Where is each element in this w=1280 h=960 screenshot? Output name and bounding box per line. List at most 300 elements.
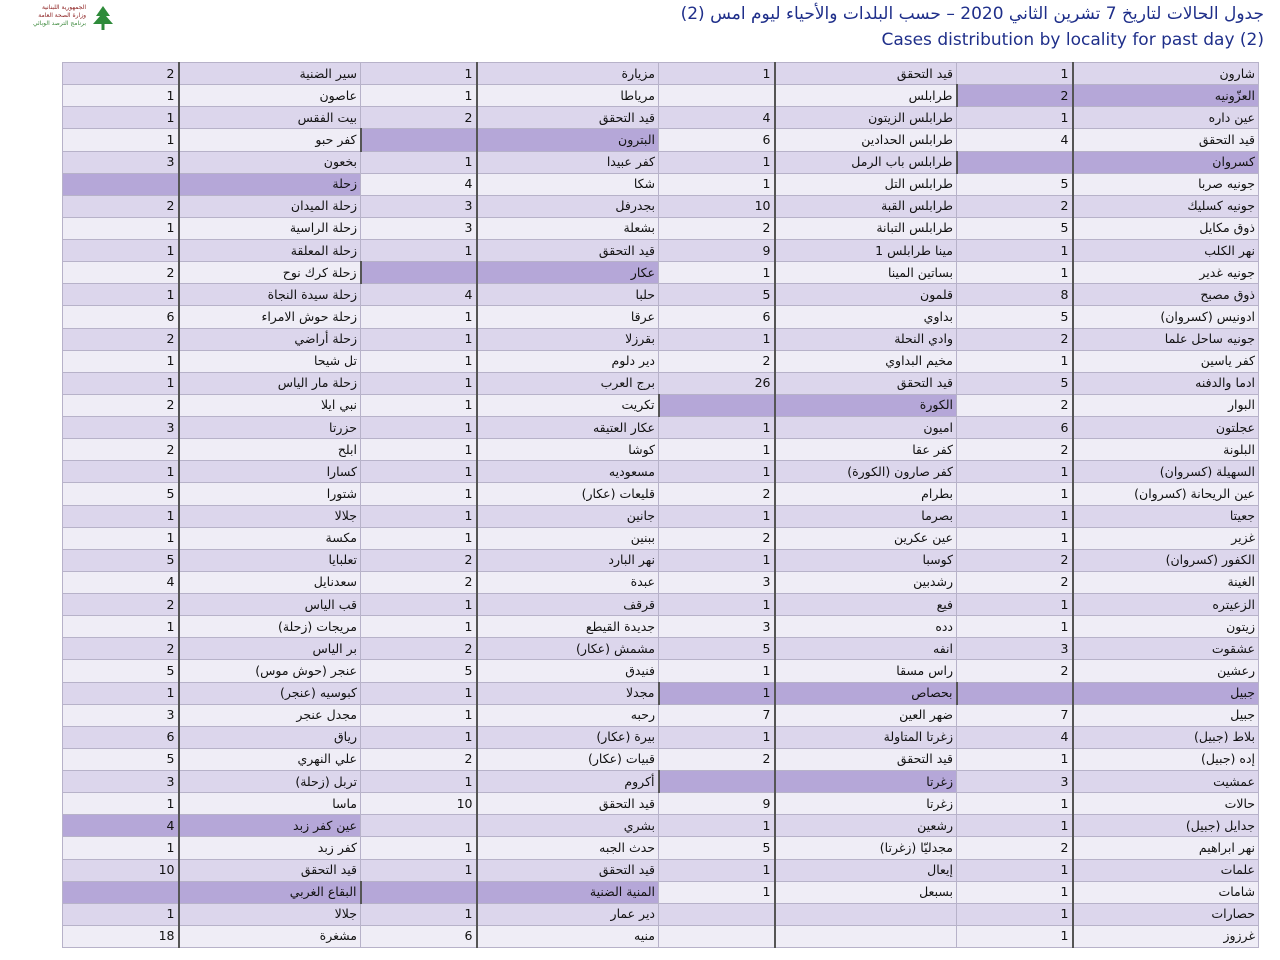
table-row bbox=[63, 107, 1259, 129]
region-header-cell: كسروان bbox=[1073, 151, 1259, 173]
locality-name-cell: عاصون bbox=[179, 85, 361, 107]
case-count-cell: 1 bbox=[361, 903, 477, 925]
case-count-cell: 1 bbox=[957, 527, 1073, 549]
table-row bbox=[63, 925, 1259, 947]
case-count-cell: 2 bbox=[63, 594, 179, 616]
case-count-cell: 1 bbox=[361, 240, 477, 262]
case-count-cell: 2 bbox=[659, 748, 775, 770]
case-count-cell bbox=[659, 394, 775, 416]
case-count-cell bbox=[63, 881, 179, 903]
case-count-cell: 1 bbox=[361, 594, 477, 616]
case-count-cell: 2 bbox=[957, 660, 1073, 682]
locality-name-cell: كوشا bbox=[477, 439, 659, 461]
case-count-cell: 2 bbox=[659, 483, 775, 505]
case-count-cell: 1 bbox=[63, 217, 179, 239]
case-count-cell bbox=[957, 151, 1073, 173]
locality-name-cell: نهر الكلب bbox=[1073, 240, 1259, 262]
locality-name-cell: مزيارة bbox=[477, 63, 659, 85]
case-count-cell bbox=[361, 262, 477, 284]
locality-name-cell: رعشين bbox=[1073, 660, 1259, 682]
locality-name-cell: انفه bbox=[775, 638, 957, 660]
case-count-cell bbox=[63, 173, 179, 195]
org-line-1: الجمهورية اللبنانية bbox=[41, 4, 86, 11]
table-row bbox=[63, 726, 1259, 748]
case-count-cell: 8 bbox=[957, 284, 1073, 306]
locality-name-cell: رشعين bbox=[775, 815, 957, 837]
case-count-cell: 1 bbox=[659, 439, 775, 461]
case-count-cell: 2 bbox=[957, 571, 1073, 593]
case-count-cell: 2 bbox=[361, 638, 477, 660]
locality-name-cell: قيد التحقق bbox=[775, 372, 957, 394]
case-count-cell: 1 bbox=[63, 616, 179, 638]
table-row bbox=[63, 439, 1259, 461]
table-row bbox=[63, 195, 1259, 217]
case-count-cell: 2 bbox=[957, 328, 1073, 350]
case-count-cell: 5 bbox=[957, 306, 1073, 328]
case-count-cell bbox=[659, 771, 775, 793]
locality-name-cell: جعيتا bbox=[1073, 505, 1259, 527]
case-count-cell: 9 bbox=[659, 793, 775, 815]
locality-name-cell: حزرتا bbox=[179, 417, 361, 439]
locality-name-cell: قليعات (عكار) bbox=[477, 483, 659, 505]
case-count-cell: 5 bbox=[659, 284, 775, 306]
locality-name-cell: ادونيس (كسروان) bbox=[1073, 306, 1259, 328]
case-count-cell: 6 bbox=[957, 417, 1073, 439]
case-count-cell: 1 bbox=[361, 394, 477, 416]
locality-name-cell: مرياطا bbox=[477, 85, 659, 107]
org-line-2: وزارة الصحة العامة bbox=[38, 12, 86, 19]
locality-name-cell: البلونة bbox=[1073, 439, 1259, 461]
locality-name-cell: زحلة مار الياس bbox=[179, 372, 361, 394]
case-count-cell: 1 bbox=[63, 682, 179, 704]
locality-name-cell: قبيات (عكار) bbox=[477, 748, 659, 770]
locality-name-cell: زحلة سيدة النجاة bbox=[179, 284, 361, 306]
locality-name-cell: كسارا bbox=[179, 461, 361, 483]
locality-name-cell: مخيم البداوي bbox=[775, 350, 957, 372]
case-count-cell: 1 bbox=[361, 483, 477, 505]
locality-name-cell: وادي النحلة bbox=[775, 328, 957, 350]
case-count-cell: 1 bbox=[361, 461, 477, 483]
locality-name-cell: طرابلس bbox=[775, 85, 957, 107]
locality-name-cell: مشمش (عكار) bbox=[477, 638, 659, 660]
case-count-cell: 1 bbox=[957, 881, 1073, 903]
locality-name-cell: زحلة الميدان bbox=[179, 195, 361, 217]
case-count-cell: 1 bbox=[957, 461, 1073, 483]
locality-name-cell: جانين bbox=[477, 505, 659, 527]
case-count-cell: 2 bbox=[361, 748, 477, 770]
locality-name-cell: ذوق مكايل bbox=[1073, 217, 1259, 239]
table-row bbox=[63, 748, 1259, 770]
case-count-cell: 5 bbox=[63, 660, 179, 682]
locality-name-cell: دده bbox=[775, 616, 957, 638]
locality-name-cell: عنجر (حوش موس) bbox=[179, 660, 361, 682]
locality-name-cell: بيت الفقس bbox=[179, 107, 361, 129]
case-count-cell: 2 bbox=[957, 394, 1073, 416]
table-row bbox=[63, 549, 1259, 571]
locality-name-cell: تعلبايا bbox=[179, 549, 361, 571]
locality-name-cell: بر الياس bbox=[179, 638, 361, 660]
case-count-cell: 6 bbox=[63, 306, 179, 328]
locality-name-cell: ذوق مصبح bbox=[1073, 284, 1259, 306]
table-row bbox=[63, 483, 1259, 505]
case-count-cell: 1 bbox=[957, 262, 1073, 284]
case-count-cell: 1 bbox=[659, 417, 775, 439]
table-row bbox=[63, 151, 1259, 173]
case-count-cell: 1 bbox=[361, 63, 477, 85]
case-count-cell bbox=[361, 815, 477, 837]
locality-name-cell: مريجات (زحلة) bbox=[179, 616, 361, 638]
table-row bbox=[63, 350, 1259, 372]
locality-name-cell: طرابلس باب الرمل bbox=[775, 151, 957, 173]
locality-name-cell: شارون bbox=[1073, 63, 1259, 85]
case-count-cell: 1 bbox=[957, 859, 1073, 881]
locality-name-cell: عمشيت bbox=[1073, 771, 1259, 793]
table-row bbox=[63, 881, 1259, 903]
case-count-cell: 1 bbox=[361, 704, 477, 726]
locality-name-cell: السهيلة (كسروان) bbox=[1073, 461, 1259, 483]
case-count-cell: 3 bbox=[63, 771, 179, 793]
case-count-cell bbox=[659, 85, 775, 107]
locality-name-cell: نهر ابراهيم bbox=[1073, 837, 1259, 859]
locality-name-cell: فيع bbox=[775, 594, 957, 616]
case-count-cell: 4 bbox=[361, 284, 477, 306]
title-arabic: جدول الحالات لتاريخ 7 تشرين الثاني 2020 – حسب البلدات والأحياء ليوم امس (2) bbox=[680, 4, 1264, 24]
locality-name-cell: قيد التحقق bbox=[477, 793, 659, 815]
case-count-cell: 1 bbox=[659, 151, 775, 173]
locality-name-cell: زيتون bbox=[1073, 616, 1259, 638]
locality-name-cell: جونيه ساحل علما bbox=[1073, 328, 1259, 350]
case-count-cell: 2 bbox=[63, 63, 179, 85]
locality-name-cell: ادما والدفنه bbox=[1073, 372, 1259, 394]
locality-name-cell: كفر ياسين bbox=[1073, 350, 1259, 372]
locality-name-cell: طرابلس القبة bbox=[775, 195, 957, 217]
locality-name-cell: قب الياس bbox=[179, 594, 361, 616]
locality-name-cell: نهر البارد bbox=[477, 549, 659, 571]
region-header-cell: العزّونيه bbox=[1073, 85, 1259, 107]
locality-name-cell: سير الضنية bbox=[179, 63, 361, 85]
case-count-cell: 5 bbox=[957, 372, 1073, 394]
region-header-cell: عين كفر زبد bbox=[179, 815, 361, 837]
table-row bbox=[63, 63, 1259, 85]
locality-name-cell: بسبعل bbox=[775, 881, 957, 903]
case-count-cell: 1 bbox=[361, 837, 477, 859]
region-header-cell: زحلة bbox=[179, 173, 361, 195]
case-count-cell: 2 bbox=[63, 195, 179, 217]
locality-name-cell: علي النهري bbox=[179, 748, 361, 770]
table-row bbox=[63, 660, 1259, 682]
org-line-3: برنامج الترصد الوبائي bbox=[32, 20, 86, 27]
table-row bbox=[63, 306, 1259, 328]
locality-name-cell: دير دلوم bbox=[477, 350, 659, 372]
case-count-cell: 2 bbox=[63, 439, 179, 461]
table-row bbox=[63, 394, 1259, 416]
case-count-cell: 5 bbox=[957, 173, 1073, 195]
locality-name-cell: رياق bbox=[179, 726, 361, 748]
locality-name-cell: علمات bbox=[1073, 859, 1259, 881]
case-count-cell: 10 bbox=[659, 195, 775, 217]
case-count-cell: 2 bbox=[957, 549, 1073, 571]
case-count-cell: 2 bbox=[957, 837, 1073, 859]
table-row bbox=[63, 571, 1259, 593]
locality-name-cell: كفر عقا bbox=[775, 439, 957, 461]
locality-name-cell: زحلة حوش الامراء bbox=[179, 306, 361, 328]
locality-name-cell: زحلة المعلقة bbox=[179, 240, 361, 262]
locality-name-cell: طرابلس التبانة bbox=[775, 217, 957, 239]
case-count-cell: 1 bbox=[63, 505, 179, 527]
case-count-cell: 1 bbox=[957, 815, 1073, 837]
locality-name-cell: كفر صارون (الكورة) bbox=[775, 461, 957, 483]
locality-name-cell: جديدة القيطع bbox=[477, 616, 659, 638]
case-count-cell: 4 bbox=[63, 815, 179, 837]
case-count-cell: 2 bbox=[361, 107, 477, 129]
case-count-cell: 3 bbox=[957, 771, 1073, 793]
case-count-cell: 1 bbox=[63, 129, 179, 151]
case-count-cell: 1 bbox=[659, 594, 775, 616]
locality-name-cell: البوار bbox=[1073, 394, 1259, 416]
case-count-cell: 1 bbox=[659, 63, 775, 85]
locality-name-cell: مسعوديه bbox=[477, 461, 659, 483]
region-header-cell: البترون bbox=[477, 129, 659, 151]
locality-name-cell: زحلة كرك نوح bbox=[179, 262, 361, 284]
case-count-cell: 1 bbox=[63, 107, 179, 129]
region-header-cell: بحصاص bbox=[775, 682, 957, 704]
locality-name-cell: كفر زبد bbox=[179, 837, 361, 859]
locality-name-cell: دير عمار bbox=[477, 903, 659, 925]
case-count-cell: 1 bbox=[361, 328, 477, 350]
case-count-cell: 3 bbox=[659, 571, 775, 593]
locality-name-cell: عجلتون bbox=[1073, 417, 1259, 439]
locality-name-cell: ابلح bbox=[179, 439, 361, 461]
locality-name-cell: بلاط (جبيل) bbox=[1073, 726, 1259, 748]
locality-name-cell: طرابلس الحدادين bbox=[775, 129, 957, 151]
locality-name-cell: زحلة الراسية bbox=[179, 217, 361, 239]
locality-name-cell: بطرام bbox=[775, 483, 957, 505]
table-row bbox=[63, 262, 1259, 284]
locality-name-cell: حصارات bbox=[1073, 903, 1259, 925]
table-row bbox=[63, 704, 1259, 726]
locality-name-cell: بصرما bbox=[775, 505, 957, 527]
case-count-cell: 1 bbox=[63, 240, 179, 262]
region-header-cell: زغرتا bbox=[775, 771, 957, 793]
table-row bbox=[63, 173, 1259, 195]
locality-name-cell: رحبه bbox=[477, 704, 659, 726]
case-count-cell: 1 bbox=[659, 881, 775, 903]
case-count-cell: 3 bbox=[63, 151, 179, 173]
table-row bbox=[63, 372, 1259, 394]
case-count-cell bbox=[659, 925, 775, 947]
locality-name-cell: قيد التحقق bbox=[477, 859, 659, 881]
locality-name-cell: الغينة bbox=[1073, 571, 1259, 593]
locality-name-cell: كفر حبو bbox=[179, 129, 361, 151]
case-count-cell: 1 bbox=[361, 682, 477, 704]
case-count-cell: 5 bbox=[63, 483, 179, 505]
case-count-cell: 5 bbox=[63, 549, 179, 571]
locality-name-cell: عين عكرين bbox=[775, 527, 957, 549]
table-row bbox=[63, 284, 1259, 306]
case-count-cell: 1 bbox=[659, 173, 775, 195]
case-count-cell: 1 bbox=[63, 85, 179, 107]
case-count-cell: 1 bbox=[957, 793, 1073, 815]
case-count-cell: 2 bbox=[361, 549, 477, 571]
locality-name-cell: شتورا bbox=[179, 483, 361, 505]
case-count-cell: 10 bbox=[63, 859, 179, 881]
table-row bbox=[63, 217, 1259, 239]
case-count-cell: 9 bbox=[659, 240, 775, 262]
case-count-cell: 6 bbox=[659, 129, 775, 151]
case-count-cell: 1 bbox=[659, 815, 775, 837]
locality-name-cell: جبيل bbox=[1073, 704, 1259, 726]
locality-name-cell: قيد التحقق bbox=[477, 240, 659, 262]
case-count-cell: 1 bbox=[63, 461, 179, 483]
locality-name-cell: تل شيحا bbox=[179, 350, 361, 372]
locality-name-cell: كفر عبيدا bbox=[477, 151, 659, 173]
case-count-cell: 2 bbox=[659, 527, 775, 549]
case-count-cell: 1 bbox=[63, 837, 179, 859]
case-count-cell: 6 bbox=[361, 925, 477, 947]
locality-name-cell: مجدليّا (زغرتا) bbox=[775, 837, 957, 859]
case-count-cell: 4 bbox=[63, 571, 179, 593]
table-row bbox=[63, 505, 1259, 527]
locality-name-cell: ماسا bbox=[179, 793, 361, 815]
case-count-cell: 1 bbox=[957, 63, 1073, 85]
case-count-cell: 1 bbox=[63, 793, 179, 815]
case-count-cell: 1 bbox=[659, 660, 775, 682]
table-row bbox=[63, 859, 1259, 881]
case-count-cell: 1 bbox=[957, 350, 1073, 372]
case-count-cell: 2 bbox=[957, 85, 1073, 107]
case-count-cell: 1 bbox=[957, 616, 1073, 638]
case-count-cell: 1 bbox=[957, 505, 1073, 527]
region-header-cell: البقاع الغربي bbox=[179, 881, 361, 903]
locality-name-cell: تكريت bbox=[477, 394, 659, 416]
locality-name-cell: زحلة أراضي bbox=[179, 328, 361, 350]
case-count-cell bbox=[361, 881, 477, 903]
locality-name-cell: مجدل عنجر bbox=[179, 704, 361, 726]
locality-name-cell: جونيه غدير bbox=[1073, 262, 1259, 284]
locality-name-cell: بجدرفل bbox=[477, 195, 659, 217]
table-row bbox=[63, 682, 1259, 704]
cedar-icon bbox=[88, 4, 118, 34]
locality-name-cell: بقرزلا bbox=[477, 328, 659, 350]
case-count-cell: 4 bbox=[659, 107, 775, 129]
locality-name-cell: حلبا bbox=[477, 284, 659, 306]
region-header-cell: المنية الضنية bbox=[477, 881, 659, 903]
locality-name-cell: مينا طرابلس 1 bbox=[775, 240, 957, 262]
locality-name-cell: قيد التحقق bbox=[179, 859, 361, 881]
table-row bbox=[63, 417, 1259, 439]
case-count-cell: 3 bbox=[361, 195, 477, 217]
case-count-cell bbox=[957, 682, 1073, 704]
case-count-cell: 2 bbox=[63, 638, 179, 660]
case-count-cell: 1 bbox=[361, 151, 477, 173]
case-count-cell: 5 bbox=[361, 660, 477, 682]
case-count-cell: 2 bbox=[659, 217, 775, 239]
locality-name-cell: إيعال bbox=[775, 859, 957, 881]
case-count-cell: 1 bbox=[361, 527, 477, 549]
locality-name-cell: مكسة bbox=[179, 527, 361, 549]
case-count-cell: 1 bbox=[957, 594, 1073, 616]
table-row bbox=[63, 85, 1259, 107]
case-count-cell: 4 bbox=[361, 173, 477, 195]
case-count-cell: 1 bbox=[361, 771, 477, 793]
case-count-cell: 2 bbox=[63, 328, 179, 350]
locality-name-cell: نبي ايلا bbox=[179, 394, 361, 416]
case-count-cell: 1 bbox=[63, 350, 179, 372]
case-count-cell: 2 bbox=[361, 571, 477, 593]
locality-name-cell: الكفور (كسروان) bbox=[1073, 549, 1259, 571]
locality-name-cell: بشعلة bbox=[477, 217, 659, 239]
case-count-cell: 1 bbox=[63, 527, 179, 549]
case-count-cell: 1 bbox=[957, 748, 1073, 770]
case-count-cell: 7 bbox=[957, 704, 1073, 726]
table-row bbox=[63, 240, 1259, 262]
table-row bbox=[63, 616, 1259, 638]
locality-name-cell: قلمون bbox=[775, 284, 957, 306]
case-count-cell: 1 bbox=[361, 417, 477, 439]
locality-name-cell: بساتين المينا bbox=[775, 262, 957, 284]
case-count-cell: 1 bbox=[361, 439, 477, 461]
case-count-cell: 1 bbox=[63, 372, 179, 394]
case-count-cell: 1 bbox=[957, 240, 1073, 262]
locality-name-cell: تربل (زحلة) bbox=[179, 771, 361, 793]
case-count-cell: 5 bbox=[659, 638, 775, 660]
case-count-cell: 5 bbox=[63, 748, 179, 770]
case-count-cell: 1 bbox=[659, 505, 775, 527]
case-count-cell: 1 bbox=[659, 682, 775, 704]
locality-name-cell: كوسبا bbox=[775, 549, 957, 571]
locality-name-cell: بيرة (عكار) bbox=[477, 726, 659, 748]
table-row bbox=[63, 638, 1259, 660]
locality-name-cell: عين الريحانة (كسروان) bbox=[1073, 483, 1259, 505]
locality-name-cell: عكار العتيقه bbox=[477, 417, 659, 439]
locality-name-cell: قيد التحقق bbox=[477, 107, 659, 129]
case-count-cell bbox=[361, 129, 477, 151]
table-row bbox=[63, 903, 1259, 925]
locality-name-cell: قيد التحقق bbox=[1073, 129, 1259, 151]
case-count-cell: 3 bbox=[63, 417, 179, 439]
case-count-cell: 1 bbox=[361, 616, 477, 638]
case-count-cell: 1 bbox=[957, 107, 1073, 129]
locality-name-cell: منيه bbox=[477, 925, 659, 947]
table-row bbox=[63, 793, 1259, 815]
locality-name-cell: جونيه صربا bbox=[1073, 173, 1259, 195]
case-count-cell: 1 bbox=[361, 505, 477, 527]
locality-name-cell bbox=[775, 903, 957, 925]
case-count-cell: 1 bbox=[63, 903, 179, 925]
table-row bbox=[63, 527, 1259, 549]
region-header-cell: عكار bbox=[477, 262, 659, 284]
locality-name-cell: سعدنايل bbox=[179, 571, 361, 593]
locality-name-cell: زغرتا bbox=[775, 793, 957, 815]
case-count-cell: 1 bbox=[659, 328, 775, 350]
table-row bbox=[63, 129, 1259, 151]
locality-name-cell: عشقوت bbox=[1073, 638, 1259, 660]
case-count-cell: 2 bbox=[63, 394, 179, 416]
locality-name-cell: قيد التحقق bbox=[775, 748, 957, 770]
locality-name-cell: مشغرة bbox=[179, 925, 361, 947]
locality-name-cell: بداوي bbox=[775, 306, 957, 328]
locality-name-cell: فنيدق bbox=[477, 660, 659, 682]
case-count-cell: 3 bbox=[957, 638, 1073, 660]
case-count-cell: 1 bbox=[659, 726, 775, 748]
locality-name-cell: اميون bbox=[775, 417, 957, 439]
case-count-cell bbox=[659, 903, 775, 925]
case-count-cell: 7 bbox=[659, 704, 775, 726]
locality-name-cell: غرزوز bbox=[1073, 925, 1259, 947]
case-count-cell: 1 bbox=[361, 859, 477, 881]
locality-name-cell bbox=[775, 925, 957, 947]
locality-name-cell: شامات bbox=[1073, 881, 1259, 903]
